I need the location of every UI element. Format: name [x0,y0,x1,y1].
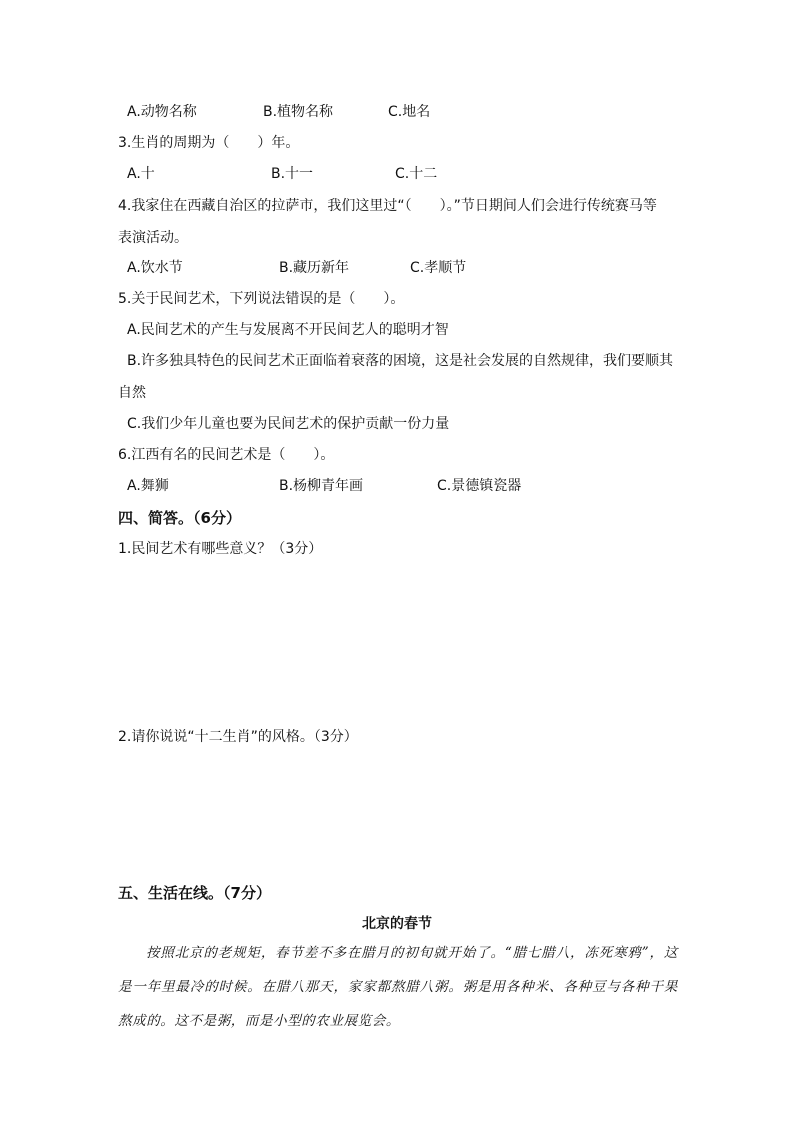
q6-option-c: C.景德镇瓷器 [437,478,522,494]
q5-option-c: C.我们少年儿童也要为民间艺术的保护贡献一份力量 [127,416,450,432]
article-body: 按照北京的老规矩，春节差不多在腊月的初旬就开始了。“腊七腊八，冻死寒鸦”，这是一年里最冷的时候。在腊八那天，家家都熬腊八粥。粥是用各种米、各种豆与各种干果熬成的。这不是粥，而是小型的农业展览会。 [118,945,678,1029]
section4-question-2: 2.请你说说“十二生肖”的风格。（3分） [118,729,358,745]
q6-stem: 6.江西有名的民间艺术是（ ）。 [118,447,335,463]
q3-stem: 3.生肖的周期为（ ）年。 [118,135,300,151]
q3-option-c: C.十二 [395,166,438,182]
q5-stem: 5.关于民间艺术，下列说法错误的是（ ）。 [118,291,405,307]
q4-stem-line1: 4.我家住在西藏自治区的拉萨市，我们这里过“（ ）。”节日期间人们会进行传统赛马等 [118,198,657,214]
q3-option-b: B.十一 [271,166,314,182]
section4-heading: 四、简答。（6分） [118,509,241,527]
q3-option-a: A.十 [127,166,155,182]
q2-option-c: C.地名 [388,104,431,120]
section4-question-1: 1.民间艺术有哪些意义？（3分） [118,541,323,557]
section5-heading: 五、生活在线。（7分） [118,884,271,902]
q4-option-a: A.饮水节 [127,260,183,276]
q5-option-a: A.民间艺术的产生与发展离不开民间艺人的聪明才智 [127,322,449,338]
q5-option-b-line2: 自然 [118,385,146,401]
q4-stem-line2: 表演活动。 [118,230,188,246]
q5-option-b-line1: B.许多独具特色的民间艺术正面临着衰落的困境，这是社会发展的自然规律，我们要顺其 [127,353,674,369]
q4-option-b: B.藏历新年 [279,260,350,276]
article-title: 北京的春节 [362,916,432,932]
q6-option-b: B.杨柳青年画 [279,478,364,494]
q4-option-c: C.孝顺节 [410,260,467,276]
q6-option-a: A.舞狮 [127,478,169,494]
q2-option-b: B.植物名称 [263,104,334,120]
q2-option-a: A.动物名称 [127,104,197,120]
